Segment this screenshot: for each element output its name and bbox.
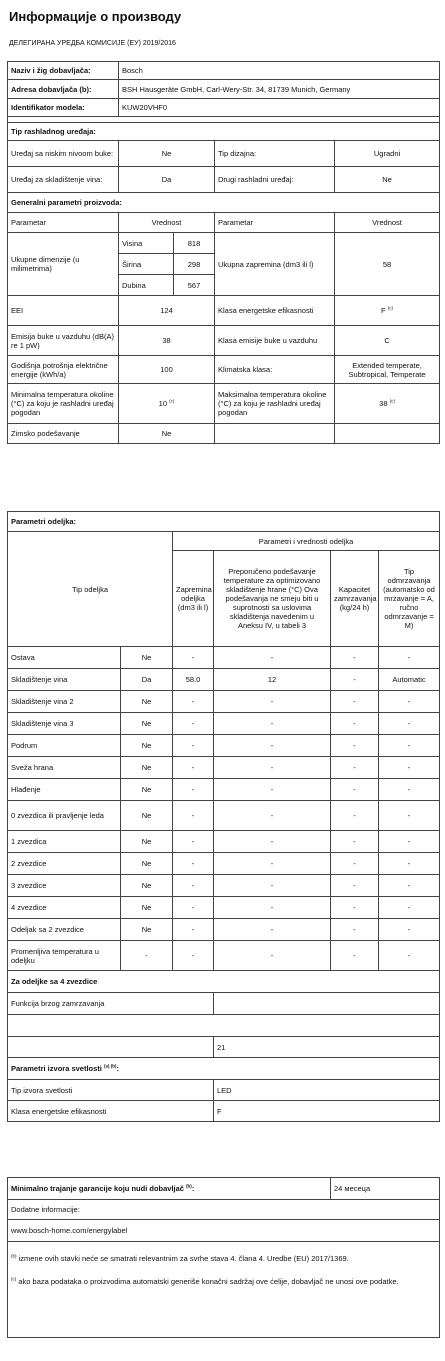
supplier-address-label: Adresa dobavljača (b): bbox=[8, 80, 119, 99]
param-header-2: Parametar bbox=[215, 213, 335, 233]
light-section-label: Parametri izvora svetlosti bbox=[11, 1064, 102, 1073]
compartment-name: Hlađenje bbox=[8, 779, 121, 801]
compartment-temperature: - bbox=[214, 897, 331, 919]
general-header-row bbox=[8, 213, 440, 233]
note-c-text: ako baza podataka o proizvodima automatski generiše konačni sadržaj ove ćelije, dobavljač ne unosi ove podatke. bbox=[18, 1277, 399, 1286]
compartment-defrost-type: - bbox=[379, 941, 440, 971]
noise-row bbox=[8, 326, 440, 356]
compartment-freezing-capacity: - bbox=[331, 647, 379, 669]
min-temp-label: Minimalna temperatura okoline (°C) za koju je rashladni uređaj pogodan bbox=[8, 384, 119, 424]
defrost-type-header: Tip odmrzavanja (automatsko od mrzavanje = A, ručno odmrzavanje = M) bbox=[379, 551, 440, 647]
regulation-reference: ДЕЛЕГИРАНА УРЕДБА КОМИСИЈЕ (ЕУ) 2019/2016 bbox=[9, 40, 176, 47]
min-temp-cell bbox=[119, 384, 215, 424]
compartment-defrost-type: - bbox=[379, 919, 440, 941]
compartment-volume: - bbox=[173, 875, 214, 897]
compartment-defrost-type: - bbox=[379, 801, 440, 831]
volume-value: 58 bbox=[335, 233, 440, 296]
compartment-temperature: - bbox=[214, 941, 331, 971]
compartment-volume: - bbox=[173, 691, 214, 713]
compartment-volume: - bbox=[173, 897, 214, 919]
compartment-name: Skladištenje vina 3 bbox=[8, 713, 121, 735]
depth-value: 567 bbox=[174, 275, 215, 296]
compartment-name: 2 zvezdice bbox=[8, 853, 121, 875]
compartment-defrost-type: - bbox=[379, 735, 440, 757]
model-label: Identifikator modela: bbox=[8, 99, 119, 117]
url-row bbox=[8, 1220, 440, 1242]
compartment-name: Skladištenje vina 2 bbox=[8, 691, 121, 713]
four-star-section-row bbox=[8, 971, 440, 993]
general-section-title: Generalni parametri proizvoda: bbox=[8, 193, 440, 213]
compartment-name: 4 zvezdice bbox=[8, 897, 121, 919]
noise-value: 38 bbox=[119, 326, 215, 356]
compartment-present: Ne bbox=[121, 831, 173, 853]
supplier-address: BSH Hausgeräte GmbH, Carl-Wery-Str. 34, 81739 Munich, Germany bbox=[119, 80, 440, 99]
compartment-freezing-capacity: - bbox=[331, 669, 379, 691]
compartment-present: Ne bbox=[121, 853, 173, 875]
noise-class-label: Klasa emisije buke u vazduhu bbox=[215, 326, 335, 356]
compartment-freezing-capacity: - bbox=[331, 941, 379, 971]
depth-label: Dubina bbox=[119, 275, 174, 296]
type-section-title: Tip rashladnog uređaja: bbox=[8, 123, 440, 141]
freezing-capacity-header: Kapacitet zamrzavanja (kg/24 h) bbox=[331, 551, 379, 647]
climate-class-line-1: Extended temperate, bbox=[352, 360, 422, 370]
compartment-name: Promenljiva temperatura u odeljku bbox=[8, 941, 121, 971]
compartment-row bbox=[8, 897, 440, 919]
max-temp-label: Maksimalna temperatura okoline (°C) za koju je rashladni uređaj pogodan bbox=[215, 384, 335, 424]
winter-row bbox=[8, 424, 440, 444]
annual-consumption-label: Godišnja potrošnja električne energije (kWh/a) bbox=[8, 356, 119, 384]
notes-cell bbox=[8, 1242, 440, 1338]
warranty-row bbox=[8, 1178, 440, 1200]
additional-info-label: Dodatne informacije: bbox=[8, 1200, 440, 1220]
compartment-temperature: - bbox=[214, 691, 331, 713]
compartment-row bbox=[8, 691, 440, 713]
compartment-volume: - bbox=[173, 735, 214, 757]
note-b-text: izmene ovih stavki neće se smatrati relevantnim za svrhe stava 4. člana 4. Uredbe (EU) 2017/1369. bbox=[18, 1254, 349, 1263]
compartment-defrost-type: - bbox=[379, 853, 440, 875]
compartment-volume: - bbox=[173, 779, 214, 801]
compartment-present: Ne bbox=[121, 691, 173, 713]
other-appliance-value: Ne bbox=[335, 167, 440, 193]
energy-label-link[interactable]: www.bosch-home.com/energylabel bbox=[8, 1220, 440, 1242]
compartment-present: Ne bbox=[121, 919, 173, 941]
compartment-temperature: - bbox=[214, 647, 331, 669]
compartment-header-row-1 bbox=[8, 532, 440, 551]
compartment-temperature: - bbox=[214, 919, 331, 941]
light-class-label: Klasa energetske efikasnosti bbox=[8, 1101, 214, 1122]
compartment-present: Ne bbox=[121, 757, 173, 779]
energy-class-cell bbox=[335, 296, 440, 326]
light-type-label: Tip izvora svetlosti bbox=[8, 1080, 214, 1101]
compartment-freezing-capacity: - bbox=[331, 875, 379, 897]
wine-storage-value: Da bbox=[119, 167, 215, 193]
compartment-temperature: - bbox=[214, 779, 331, 801]
type-section-row bbox=[8, 123, 440, 141]
compartment-volume: 58.0 bbox=[173, 669, 214, 691]
compartment-volume: - bbox=[173, 853, 214, 875]
supplier-name-row bbox=[8, 62, 440, 80]
compartment-defrost-type: - bbox=[379, 875, 440, 897]
min-temp-note: (c) bbox=[169, 398, 175, 404]
compartment-freezing-capacity: - bbox=[331, 831, 379, 853]
compartment-freezing-capacity: - bbox=[331, 735, 379, 757]
compartment-rows bbox=[8, 647, 440, 971]
light-class-value: F bbox=[214, 1101, 440, 1122]
compartment-present: - bbox=[121, 941, 173, 971]
compartment-freezing-capacity: - bbox=[331, 779, 379, 801]
height-value: 818 bbox=[174, 233, 215, 254]
compartment-freezing-capacity: - bbox=[331, 897, 379, 919]
compartment-row bbox=[8, 779, 440, 801]
compartment-name: 0 zvezdica ili pravljenje leda bbox=[8, 801, 121, 831]
climate-class-value bbox=[335, 356, 440, 384]
min-temp-value: 10 bbox=[158, 399, 167, 408]
light-section-note: (a) (b) bbox=[103, 1063, 117, 1069]
compartment-row bbox=[8, 735, 440, 757]
compartment-defrost-type: - bbox=[379, 647, 440, 669]
dims-row-height bbox=[8, 233, 440, 254]
volume-label: Ukupna zapremina (dm3 ili l) bbox=[215, 233, 335, 296]
compartment-row bbox=[8, 757, 440, 779]
supplier-address-row bbox=[8, 80, 440, 99]
max-temp-note: (c) bbox=[389, 398, 395, 404]
max-temp-cell bbox=[335, 384, 440, 424]
compartment-name: Sveža hrana bbox=[8, 757, 121, 779]
energy-class-value: F bbox=[381, 306, 386, 315]
energy-class-note: (c) bbox=[387, 305, 393, 311]
light-type-value: LED bbox=[214, 1080, 440, 1101]
annual-consumption-value: 100 bbox=[119, 356, 215, 384]
compartment-volume: - bbox=[173, 941, 214, 971]
compartment-defrost-type: - bbox=[379, 757, 440, 779]
model-identifier: KUW20VHF0 bbox=[119, 99, 440, 117]
compartment-volume: - bbox=[173, 713, 214, 735]
param-header: Parametar bbox=[8, 213, 119, 233]
fast-freeze-row bbox=[8, 993, 440, 1015]
fast-freeze-value bbox=[214, 993, 440, 1015]
design-type-label: Tip dizajna: bbox=[215, 141, 335, 167]
eei-row bbox=[8, 296, 440, 326]
warranty-label: Minimalno trajanje garancije koju nudi dobavljač bbox=[11, 1184, 184, 1193]
eei-value: 124 bbox=[119, 296, 215, 326]
additional-info-row bbox=[8, 1200, 440, 1220]
energy-class-label: Klasa energetske efikasnosti bbox=[215, 296, 335, 326]
compartment-defrost-type: - bbox=[379, 831, 440, 853]
height-label: Visina bbox=[119, 233, 174, 254]
compartment-defrost-type: Automatic bbox=[379, 669, 440, 691]
climate-class-label: Klimatska klasa: bbox=[215, 356, 335, 384]
compartment-name: Odeljak sa 2 zvezdice bbox=[8, 919, 121, 941]
width-value: 298 bbox=[174, 254, 215, 275]
type-row-1 bbox=[8, 141, 440, 167]
width-label: Širina bbox=[119, 254, 174, 275]
compartment-present: Ne bbox=[121, 647, 173, 669]
compartment-name: Ostava bbox=[8, 647, 121, 669]
compartment-temperature: - bbox=[214, 831, 331, 853]
compartment-row bbox=[8, 647, 440, 669]
annual-row bbox=[8, 356, 440, 384]
document-title: Информације о производу bbox=[9, 9, 182, 24]
compartment-present: Ne bbox=[121, 713, 173, 735]
climate-class-line-2: Subtropical, Temperate bbox=[348, 369, 426, 379]
compartment-name: 3 zvezdice bbox=[8, 875, 121, 897]
low-noise-label: Uređaj sa niskim nivoom buke: bbox=[8, 141, 119, 167]
compartment-type-header: Tip odeljka bbox=[8, 532, 173, 647]
winter-setting-value: Ne bbox=[119, 424, 215, 444]
compartment-present: Ne bbox=[121, 779, 173, 801]
compartment-row bbox=[8, 919, 440, 941]
compartment-params-header: Parametri i vrednosti odeljka bbox=[173, 532, 440, 551]
compartment-freezing-capacity: - bbox=[331, 691, 379, 713]
model-row bbox=[8, 99, 440, 117]
value-header-2: Vrednost bbox=[335, 213, 440, 233]
compartment-volume: - bbox=[173, 831, 214, 853]
compartment-volume: - bbox=[173, 757, 214, 779]
blank-cell bbox=[8, 1015, 440, 1037]
supplier-name-label: Naziv i žig dobavljača: bbox=[8, 62, 119, 80]
dimensions-label: Ukupne dimenzije (u milimetrima) bbox=[8, 233, 119, 296]
compartment-row bbox=[8, 801, 440, 831]
other-appliance-label: Drugi rashladni uređaj: bbox=[215, 167, 335, 193]
compartment-temperature: - bbox=[214, 735, 331, 757]
value-header: Vrednost bbox=[119, 213, 215, 233]
compartment-temperature: - bbox=[214, 853, 331, 875]
compartment-temperature: - bbox=[214, 801, 331, 831]
noise-label: Emisija buke u vazduhu (dB(A) re 1 pW) bbox=[8, 326, 119, 356]
compartment-table bbox=[7, 511, 440, 1122]
compartment-name: Skladištenje vina bbox=[8, 669, 121, 691]
compartment-row bbox=[8, 941, 440, 971]
general-section-row bbox=[8, 193, 440, 213]
compartment-defrost-type: - bbox=[379, 779, 440, 801]
compartment-freezing-capacity: - bbox=[331, 801, 379, 831]
compartment-present: Da bbox=[121, 669, 173, 691]
product-info-table bbox=[7, 61, 440, 444]
compartment-row bbox=[8, 669, 440, 691]
compartment-row bbox=[8, 713, 440, 735]
four-star-section-title: Za odeljke sa 4 zvezdice bbox=[8, 971, 440, 993]
compartment-temperature: - bbox=[214, 757, 331, 779]
page-title bbox=[9, 9, 429, 24]
blank-row bbox=[8, 1015, 440, 1037]
empty-cell bbox=[335, 424, 440, 444]
note-c-mark: (c) bbox=[11, 1276, 17, 1282]
compartment-present: Ne bbox=[121, 735, 173, 757]
empty-cell bbox=[8, 1037, 214, 1058]
compartment-row bbox=[8, 831, 440, 853]
note-c bbox=[11, 1277, 436, 1286]
noise-class-value: C bbox=[335, 326, 440, 356]
warranty-note: (b) bbox=[186, 1183, 192, 1189]
compartment-temperature: 12 bbox=[214, 669, 331, 691]
compartment-present: Ne bbox=[121, 801, 173, 831]
light-class-row bbox=[8, 1101, 440, 1122]
warranty-label-cell: Minimalno trajanje garancije koju nudi dobavljač $^{(b)}$: bbox=[8, 1178, 331, 1200]
compartment-row bbox=[8, 875, 440, 897]
compartment-freezing-capacity: - bbox=[331, 757, 379, 779]
compartment-section-title: Parametri odeljka: bbox=[8, 512, 440, 532]
wine-storage-label: Uređaj za skladištenje vina: bbox=[8, 167, 119, 193]
fast-freeze-label: Funkcija brzog zamrzavanja bbox=[8, 993, 214, 1015]
temperature-header: Preporučeno podešavanje temperature za optimizovano skladištenje hrane (°C) Ova podešavanja ne smeju biti u suprotnosti sa uslovima skladištenja navedenim u Aneksu IV, u tabeli 3 bbox=[214, 551, 331, 647]
compartment-row bbox=[8, 853, 440, 875]
compartment-name: Podrum bbox=[8, 735, 121, 757]
supplier-name: Bosch bbox=[119, 62, 440, 80]
compartment-defrost-type: - bbox=[379, 713, 440, 735]
type-row-2 bbox=[8, 167, 440, 193]
notes-row bbox=[8, 1242, 440, 1338]
low-noise-value: Ne bbox=[119, 141, 215, 167]
light-type-row bbox=[8, 1080, 440, 1101]
compartment-volume: - bbox=[173, 647, 214, 669]
compartment-temperature: - bbox=[214, 875, 331, 897]
footer-table bbox=[7, 1177, 440, 1338]
max-temp-value: 38 bbox=[379, 399, 388, 408]
winter-setting-label: Zimsko podešavanje bbox=[8, 424, 119, 444]
compartment-freezing-capacity: - bbox=[331, 853, 379, 875]
compartment-freezing-capacity: - bbox=[331, 713, 379, 735]
empty-cell bbox=[215, 424, 335, 444]
compartment-freezing-capacity: - bbox=[331, 919, 379, 941]
compartment-name: 1 zvezdica bbox=[8, 831, 121, 853]
compartment-temperature: - bbox=[214, 713, 331, 735]
light-section-title: Parametri izvora svetlosti $^{(a) (b)}$: bbox=[8, 1058, 440, 1080]
note-b-mark: (b) bbox=[11, 1253, 17, 1259]
warranty-value: 24 месеца bbox=[331, 1178, 440, 1200]
eei-label: EEI bbox=[8, 296, 119, 326]
compartment-defrost-type: - bbox=[379, 691, 440, 713]
compartment-present: Ne bbox=[121, 897, 173, 919]
compartment-defrost-type: - bbox=[379, 897, 440, 919]
note-b bbox=[11, 1254, 436, 1263]
compartment-section-row bbox=[8, 512, 440, 532]
volume-header: Zapremina odeljka (dm3 ili l) bbox=[173, 551, 214, 647]
light-section-row bbox=[8, 1058, 440, 1080]
design-type-value: Ugradni bbox=[335, 141, 440, 167]
temp-row bbox=[8, 384, 440, 424]
value-21: 21 bbox=[214, 1037, 440, 1058]
compartment-present: Ne bbox=[121, 875, 173, 897]
value-21-row bbox=[8, 1037, 440, 1058]
compartment-volume: - bbox=[173, 919, 214, 941]
compartment-volume: - bbox=[173, 801, 214, 831]
